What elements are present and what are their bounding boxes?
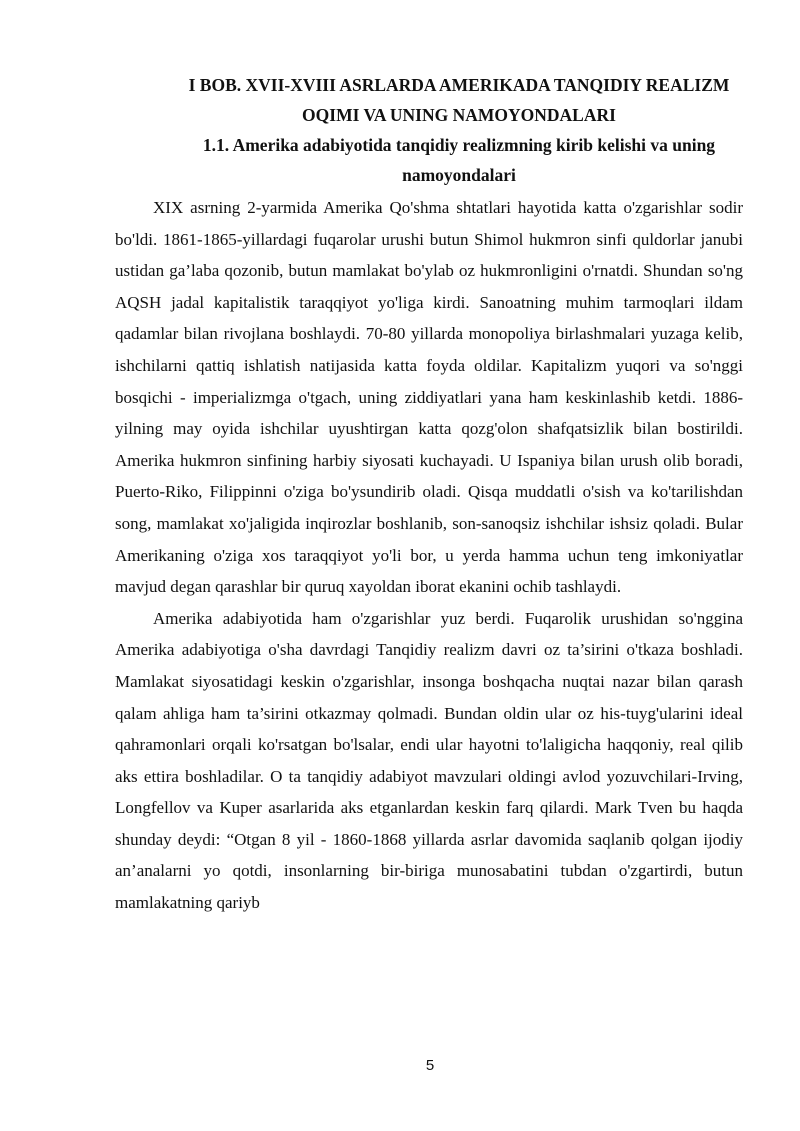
page-number: 5 xyxy=(425,1057,435,1074)
body-paragraph-1: XIX asrning 2-yarmida Amerika Qo'shma shtatlari hayotida katta o'zgarishlar sodir bo'ldi. 1861-1865-yillardagi fuqarolar urushi butun Shimol hukmron sinfi quldorlar janubi ustidan ga’laba qozonib, butun mamlakat bo'ylab oz hukmronligini o'rnatdi. Shundan so'ng AQSH jadal kapitalistik taraqqiyot yo'liga kirdi. Sanoatning muhim tarmoqlari ildam qadamlar bilan rivojlana boshlaydi. 70-80 yillarda monopoliya birlashmalari yuzaga kelib, ishchilarni qattiq ishlatish natijasida katta foyda oldilar. Kapitalizm yuqori va so'nggi bosqichi - imperializmga o'tgach, uning ziddiyatlari yana ham keskinlashib ketdi. 1886-yilning may oyida ishchilar uyushtirgan katta qozg'olon shafqatsizlik bilan bostirildi. Amerika hukmron sinfining harbiy siyosati kuchayadi. U Ispaniya bilan urush olib boradi, Puerto-Riko, Filippinni o'ziga bo'ysundirib oladi. Qisqa muddatli o'sish va ko'tarilishdan song, mamlakat xo'jaligida inqirozlar boshlanib, son-sanoqsiz ishchilar ishsiz qoladi. Bular Amerikaning o'ziga xos taraqqiyot yo'li bor, u yerda hamma uchun teng imkoniyatlar mavjud degan qarashlar bir quruq xayoldan iborat ekanini ochib tashlaydi. xyxy=(115,198,743,597)
chapter-title: I BOB. XVII-XVIII ASRLARDA AMERIKADA TANQIDIY REALIZM OQIMI VA UNING NAMOYONDALARI xyxy=(188,75,730,125)
document-page xyxy=(115,70,743,919)
section-title: 1.1. Amerika adabiyotida tanqidiy realizmning kirib kelishi va uning namoyondalari xyxy=(202,135,716,185)
body-paragraph-2: Amerika adabiyotida ham o'zgarishlar yuz berdi. Fuqarolik urushidan so'nggina Amerika adabiyotiga o'sha davrdagi Tanqidiy realizm davri oz ta’sirini o'tkaza boshladi. Mamlakat siyosatidagi keskin o'zgarishlar, insonga boshqacha nuqtai nazar bilan qarash qalam ahliga ham ta’sirini otkazmay qolmadi. Bundan oldin ular oz his-tuyg'ularini ideal qahramonlari orqali ko'rsatgan bo'lsalar, endi ular hayotni to'laligicha haqqoniy, real qilib aks ettira boshladilar. O ta tanqidiy adabiyot mavzulari oldingi avlod yozuvchilari-Irving, Longfellov va Kuper asarlarida aks etganlardan keskin farq qilardi. Mark Tven bu haqda shunday deydi: “Otgan 8 yil - 1860-1868 yillarda asrlar davomida saqlanib qolgan ijodiy an’analarni yo qotdi, insonlarning bir-biriga munosabatini tubdan o'zgartirdi, butun mamlakatning qariyb xyxy=(115,608,743,913)
